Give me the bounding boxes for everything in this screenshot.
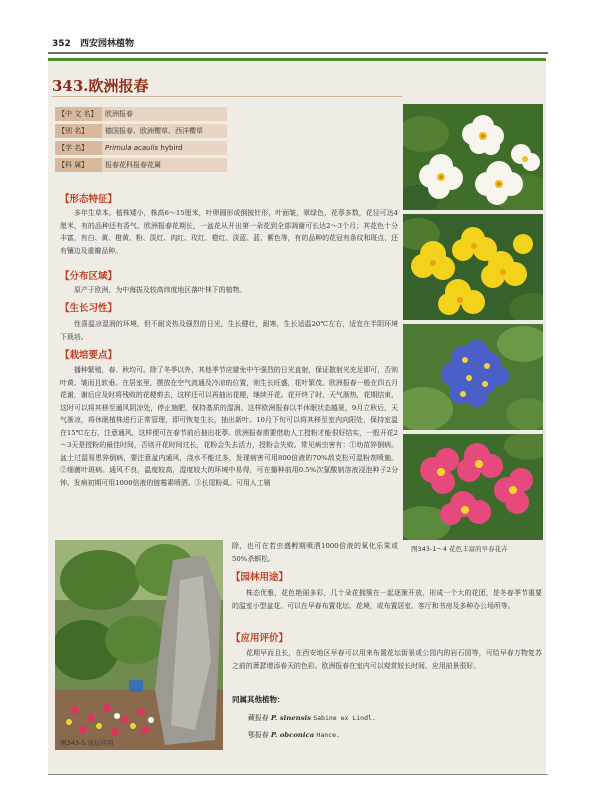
text-morphology: 多年生草本。植株矮小，株高6～15厘米，叶卵圆形或倒披针形，叶面皱，翠绿色，花葶多数，花径可达4厘米，有的品种还有香气。欧洲报春花期长，一盆花从开出第一朵花到全部凋谢可长达2～3个月；其花色十分丰富，有白、黄、橙黄、粉、淡红、肉红、玫红、橙红、淡蓝、蓝、紫色等，有的品种的花冠有条纹和斑点，还有镶边及重瓣品种。 <box>60 209 398 255</box>
other-plant-author: Sabine ex Lindl. <box>313 714 376 722</box>
heading-distribution: 【分布区域】 <box>60 271 118 282</box>
info-label: 【学 名】 <box>55 141 102 155</box>
text-evaluation: 花期早而且长，在西安地区早春可以用来布置花坛街景或公园内的岩石园等，可给早春万物复苏之前的萧瑟增添春天的色彩。欧洲报春在室内可以观赏较长时间，应用前景很好。 <box>232 649 542 670</box>
photo-pink-primula <box>403 434 543 540</box>
section-title: 343.欧洲报春 <box>52 77 149 95</box>
text-cultivation: 播种繁殖，春、秋均可。除了冬季以外，其他季节应避免中午强烈的日光直射，保证散射光充足即可，否则叶黄、皱而且软垂。在居室里，摆放在空气流通及冷凉的位置，则生长旺盛，花叶繁茂。欧洲报春一般在四五月花谢，谢后应及时将残败的花梗剪去，这样还可以再抽出花梗，继续开花。花开终了时，天气渐热，花期结束，这时可以将其移至通风阴凉处，停止施肥，保持基质的湿润，这样欧洲报春以半休眠状态越夏，9月立秋后，天气渐凉，将休眠植株进行正常管理，即可恢复生长，抽出新叶。10月下旬可以将其移至室内向阳处，保持室温在15℃左右，注意通风，这样便可在春节前后抽出花葶。欧洲报春需要借助人工授粉才能很好结实，一般开花2～3天是授粉的最佳时间，否则开花时间过长，花粉会失去活力，授粉会失败。常见病虫害有：①幼苗猝倒病。盆土过湿易患猝倒病，要注意盆内通风，浇水不能过多，发现病害可用800倍液的70%敌克松可湿粉剂喷施。②细菌叶斑病。通风不良，温度较高，湿度较大的环境中易得，可在播种前用0.5%次氯酸钠溶液浸泡种子2分钟。发病初期可用1000倍液的链霉素喷洒。③长尾粉虱。可用人工剔 <box>60 366 398 487</box>
info-value: 报春花科报春花属 <box>102 158 227 172</box>
info-label: 【中 文 名】 <box>55 107 102 121</box>
scientific-name-suffix: hybird <box>158 144 183 152</box>
heading-cultivation: 【栽培要点】 <box>60 350 118 361</box>
photo-yellow-primula <box>403 214 543 320</box>
info-label: 【科 属】 <box>55 158 102 172</box>
blue-primula-image <box>403 324 543 430</box>
other-plant-item <box>248 712 376 722</box>
page-number: 352 <box>52 39 71 49</box>
footer-rule <box>48 774 548 775</box>
heading-evaluation: 【应用评价】 <box>231 633 289 644</box>
other-plant-sci: P. obconica <box>270 731 315 739</box>
book-title: 西安园林植物 <box>79 39 134 49</box>
info-row-scientific-name <box>55 141 227 155</box>
yellow-primula-image <box>403 214 543 320</box>
figure-caption-bottom: 图343-5 花坛应用 <box>60 739 114 747</box>
info-label: 【别 名】 <box>55 124 102 138</box>
pink-primula-image <box>403 434 543 540</box>
running-head <box>52 36 134 49</box>
info-row-alias <box>55 124 227 138</box>
info-row-family <box>55 158 227 172</box>
photo-white-primula <box>403 104 543 210</box>
photo-flowerbed <box>55 540 223 750</box>
other-plant-item <box>248 729 340 739</box>
info-row-chinese-name <box>55 107 227 121</box>
other-plant-sci: P. sinensis <box>270 714 311 722</box>
other-plant-cn: 鄂报春 <box>248 731 269 739</box>
text-distribution: 原产于欧洲，为中海拔及较高纬度地区落叶林下的植物。 <box>74 286 247 294</box>
header-rule <box>48 52 548 54</box>
photo-blue-primula <box>403 324 543 430</box>
text-cultivation-continued: 除，也可在若虫盛孵期喷洒1000倍液的氧化乐果或50%杀螟松。 <box>232 542 398 563</box>
flowerbed-image <box>55 540 223 750</box>
white-primula-image <box>403 104 543 210</box>
heading-habit: 【生长习性】 <box>60 303 118 314</box>
figure-caption-right: 图343-1～4 花色丰富的早春花卉 <box>411 545 508 553</box>
heading-morphology: 【形态特征】 <box>60 194 118 205</box>
other-plant-author: Hance. <box>316 731 340 739</box>
other-plant-cn: 藏报春 <box>248 714 269 722</box>
text-habit: 性喜温凉湿润的环境，但不耐炎热及强烈的日光，生长健壮，耐寒，生长适温20℃左右，适宜在半阴环境下栽培。 <box>60 320 398 341</box>
scientific-name: Primula acaulis <box>105 144 159 152</box>
text-landscape-use: 株态优雅，花色艳丽多彩，几十朵花拥簇在一起逐渐开放，形成一个大的花团，是冬春季节重要的温室小型盆花。可以在早春布置花坛、花境，或布置居室、客厅和书房及多种办公场所等。 <box>232 589 542 610</box>
info-value: 欧洲报春 <box>102 107 227 121</box>
info-value: 德国报春、欧洲樱草、西洋樱草 <box>102 124 227 138</box>
heading-landscape-use: 【园林用途】 <box>231 572 289 583</box>
other-plants-heading: 同属其他植物： <box>232 695 285 704</box>
title-rule <box>52 96 402 97</box>
info-value <box>102 141 227 155</box>
